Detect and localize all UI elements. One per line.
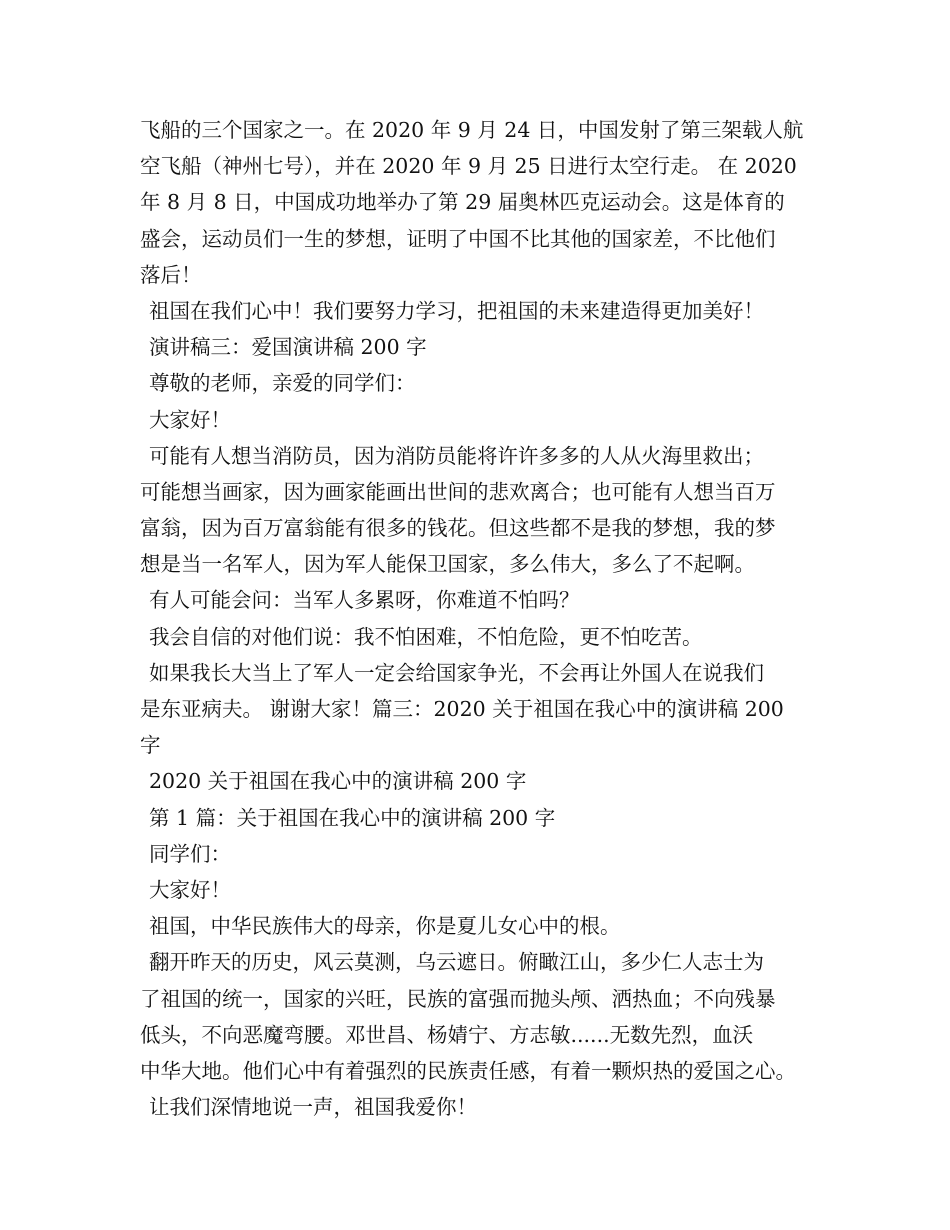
text-line: 空飞船（神州七号），并在 2020 年 9 月 25 日进行太空行走。 在 2020 [140,154,797,179]
text-line: 想是当一名军人，因为军人能保卫国家，多么伟大，多么了不起啊。 [140,552,755,577]
greeting: 大家好！ [149,877,231,902]
text-line: 字 [140,733,161,758]
section-heading: 2020 关于祖国在我心中的演讲稿 200 字 [149,769,527,794]
text-line: 让我们深情地说一声，祖国我爱你！ [149,1095,477,1120]
greeting: 大家好！ [149,407,231,432]
text-line: 可能有人想当消防员，因为消防员能将许许多多的人从火海里救出； [149,443,764,468]
text-line: 有人可能会问：当军人多累呀，你难道不怕吗？ [149,588,580,613]
text-line: 低头，不向恶魔弯腰。邓世昌、杨婧宁、方志敏......无数先烈，血沃 [140,1022,754,1047]
text-line: 了祖国的统一，国家的兴旺，民族的富强而抛头颅、洒热血；不向残暴 [140,986,776,1011]
section-heading: 第 1 篇：关于祖国在我心中的演讲稿 200 字 [149,805,556,830]
document-body [140,112,830,1125]
section-heading: 演讲稿三：爱国演讲稿 200 字 [149,335,427,360]
text-line: 年 8 月 8 日，中国成功地举办了第 29 届奥林匹克运动会。这是体育的 [140,190,785,215]
text-line: 是东亚病夫。 谢谢大家！篇三：2020 关于祖国在我心中的演讲稿 200 [140,697,784,721]
text-line: 富翁，因为百万富翁能有很多的钱花。但这些都不是我的梦想，我的梦 [140,516,776,541]
text-line: 翻开昨天的历史，风云莫测，乌云遮日。俯瞰江山，多少仁人志士为 [149,950,764,975]
text-line: 盛会，运动员们一生的梦想，证明了中国不比其他的国家差，不比他们 [140,226,776,251]
text-line: 落后！ [140,262,202,287]
salutation: 尊敬的老师，亲爱的同学们： [149,371,416,396]
text-line: 飞船的三个国家之一。在 2020 年 9 月 24 日，中国发射了第三架载人航 [140,118,804,142]
text-line: 如果我长大当上了军人一定会给国家争光，不会再让外国人在说我们 [149,660,764,685]
text-line: 祖国，中华民族伟大的母亲，你是夏儿女心中的根。 [149,914,621,939]
text-line: 可能想当画家，因为画家能画出世间的悲欢离合；也可能有人想当百万 [140,479,776,504]
text-line: 我会自信的对他们说：我不怕困难，不怕危险，更不怕吃苦。 [149,624,703,649]
text-line: 祖国在我们心中！我们要努力学习，把祖国的未来建造得更加美好！ [149,298,764,323]
text-line: 中华大地。他们心中有着强烈的民族责任感，有着一颗炽热的爱国之心。 [140,1058,796,1083]
salutation: 同学们： [149,841,231,866]
